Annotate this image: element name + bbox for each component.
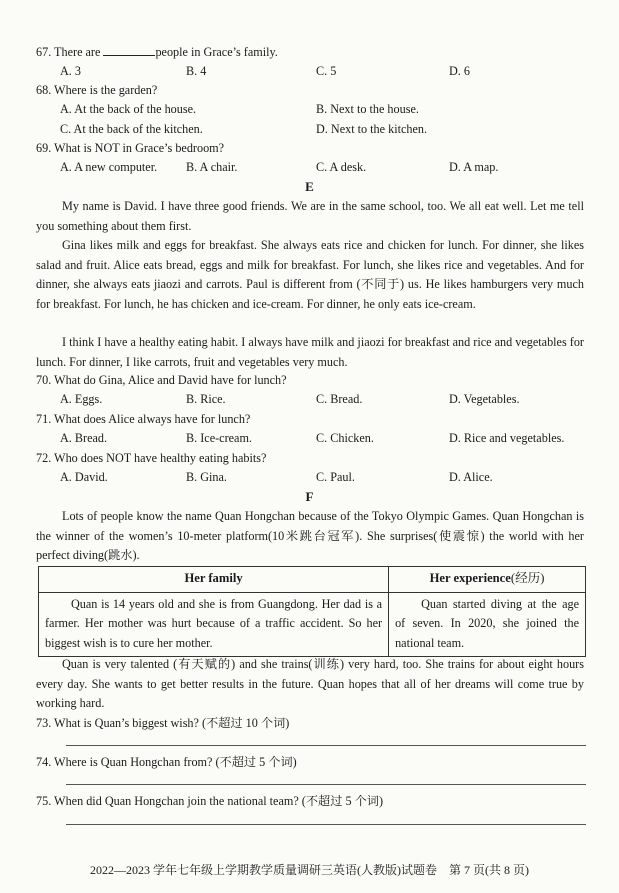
option-a: A. David. [60, 470, 108, 484]
question-75-stem: 75. When did Quan Hongchan join the national team? (不超过 5 个词) [36, 794, 384, 808]
answer-line-74[interactable] [66, 784, 586, 785]
option-a: A. Bread. [60, 431, 108, 445]
passage-e-paragraph-1: My name is David. I have three good friends. We are in the same school, too. We all eat well. Let me tell you something about them first. [36, 199, 584, 233]
answer-blank [103, 42, 155, 56]
question-67-stem [36, 42, 278, 63]
table-header-experience [389, 567, 586, 593]
header-text: Her family [184, 571, 243, 585]
option-d: D. Next to the kitchen. [316, 122, 428, 136]
option-b: B. Rice. [186, 392, 226, 406]
option-d: D. Vegetables. [449, 392, 520, 406]
header-text: Her experience [429, 571, 511, 585]
option-c: C. 5 [316, 64, 337, 78]
family-text: Quan is 14 years old and she is from Guangdong. Her dad is a farmer. Her mother was hurt because of a traffic accident. So her biggest wish is to cure her mother. [45, 596, 383, 650]
question-68-stem: 68. Where is the garden? [36, 83, 158, 97]
question-74-stem: 74. Where is Quan Hongchan from? (不超过 5 个词) [36, 755, 297, 769]
passage-f-paragraph-2: Quan is very talented (有天赋的) and she trains(训练) very hard, too. She trains for about eight hours every day. She wants to get better results in the future. Quan hopes that all of her dreams will come true by working hard. [36, 657, 584, 710]
passage-e-paragraph-3: I think I have a healthy eating habit. I always have milk and jiaozi for breakfast and rice and vegetables for lunch. For dinner, I like carrots, fruit and vegetables very much. [36, 335, 584, 369]
option-b: B. Next to the house. [316, 102, 419, 116]
option-c: C. Chicken. [316, 431, 374, 445]
quan-info-table [38, 566, 586, 657]
option-d: D. Alice. [449, 470, 493, 484]
passage-f-paragraph-1: Lots of people know the name Quan Hongchan because of the Tokyo Olympic Games. Quan Hongchan is the winner of the women’s 10-meter platform(10米跳台冠军). She surprises(使震惊) the world with her perfect diving(跳水). [36, 509, 584, 562]
answer-line-75[interactable] [66, 824, 586, 825]
stem-text: people in Grace’s family. [155, 45, 278, 59]
option-d: D. Rice and vegetables. [449, 431, 565, 445]
stem-text: 67. There are [36, 45, 104, 59]
option-b: B. A chair. [186, 160, 238, 174]
option-a: A. A new computer. [60, 160, 158, 174]
option-c: C. Bread. [316, 392, 363, 406]
option-a: A. At the back of the house. [60, 102, 197, 116]
table-cell-family [39, 592, 389, 657]
page-footer: 2022—2023 学年七年级上学期教学质量调研三英语(人教版)试题卷 第 7 页(共 8 页) [90, 863, 529, 877]
table-cell-experience [389, 592, 586, 657]
option-b: B. Ice-cream. [186, 431, 252, 445]
option-b: B. 4 [186, 64, 207, 78]
section-e-title: E [305, 179, 314, 194]
option-b: B. Gina. [186, 470, 227, 484]
option-d: D. 6 [449, 64, 470, 78]
question-70-stem: 70. What do Gina, Alice and David have for lunch? [36, 373, 287, 387]
question-71-stem: 71. What does Alice always have for lunch? [36, 412, 251, 426]
option-a: A. Eggs. [60, 392, 103, 406]
option-d: D. A map. [449, 160, 499, 174]
answer-line-73[interactable] [66, 745, 586, 746]
question-69-stem: 69. What is NOT in Grace’s bedroom? [36, 141, 225, 155]
experience-text: Quan started diving at the age of seven. In 2020, she joined the national team. [395, 596, 579, 650]
section-f-title: F [305, 489, 314, 504]
question-73-stem: 73. What is Quan’s biggest wish? (不超过 10 个词) [36, 716, 290, 730]
option-c: C. A desk. [316, 160, 367, 174]
option-c: C. Paul. [316, 470, 355, 484]
option-c: C. At the back of the kitchen. [60, 122, 203, 136]
passage-e-paragraph-2: Gina likes milk and eggs for breakfast. She always eats rice and chicken for lunch. For dinner, she likes salad and fruit. Alice eats bread, eggs and milk for breakfast. For lunch, she likes rice and vegetables. And for dinner, she always eats jiaozi and carrots. Paul is different from (不同于) us. He likes hamburgers very much for breakfast. For lunch, he has chicken and ice-cream. For dinner, he only eats ice-cream. [36, 238, 584, 311]
table-header-family [39, 567, 389, 593]
question-72-stem: 72. Who does NOT have healthy eating habits? [36, 451, 267, 465]
header-translation: (经历) [510, 571, 545, 585]
option-a: A. 3 [60, 64, 81, 78]
